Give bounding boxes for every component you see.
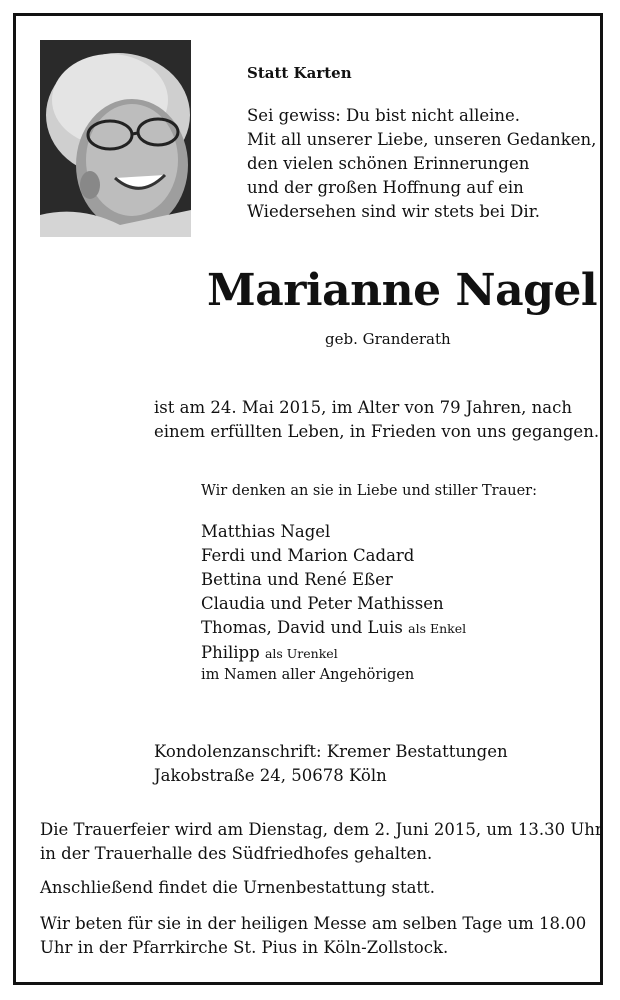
mourners-intro: Wir denken an sie in Liebe und stiller Trauer: — [201, 483, 537, 499]
birth-name: geb. Granderath — [325, 330, 451, 348]
poem — [247, 104, 596, 224]
mourner-entry — [201, 520, 466, 544]
mourner-name: Matthias Nagel — [201, 522, 331, 541]
portrait-photo — [40, 40, 191, 237]
poem-line: Sei gewiss: Du bist nicht alleine. — [247, 106, 521, 125]
death-notice-line: ist am 24. Mai 2015, im Alter von 79 Jahren, nach — [154, 398, 573, 417]
poem-line: und der großen Hoffnung auf ein — [247, 178, 524, 197]
mourners-closing: im Namen aller Angehörigen — [201, 667, 415, 683]
mourner-entry — [201, 544, 466, 568]
mass-note — [40, 912, 586, 960]
mourners-list — [201, 520, 466, 666]
mass-line: Wir beten für sie in der heiligen Messe am selben Tage um 18.00 — [40, 914, 587, 933]
header-label: Statt Karten — [247, 64, 352, 82]
mourner-entry — [201, 568, 466, 592]
death-notice-line: einem erfüllten Leben, in Frieden von uns gegangen. — [154, 422, 600, 441]
poem-line: Mit all unserer Liebe, unseren Gedanken, — [247, 130, 597, 149]
poem-line: Wiedersehen sind wir stets bei Dir. — [247, 202, 541, 221]
mourner-role: als Urenkel — [264, 646, 338, 661]
poem-line: den vielen schönen Erinnerungen — [247, 154, 530, 173]
funeral-service-line: Die Trauerfeier wird am Dienstag, dem 2. Juni 2015, um 13.30 Uhr — [40, 820, 603, 839]
mourner-name: Thomas, David und Luis — [201, 618, 403, 637]
mourner-name: Bettina und René Eßer — [201, 570, 393, 589]
portrait-image — [40, 40, 191, 237]
condolence-address — [154, 740, 508, 788]
deceased-name: Marianne Nagel — [207, 265, 598, 316]
mourner-entry — [201, 592, 466, 616]
mourner-name: Claudia und Peter Mathissen — [201, 594, 444, 613]
funeral-service — [40, 818, 603, 866]
mourner-role: als Enkel — [408, 621, 467, 636]
mourner-entry — [201, 641, 466, 666]
condolence-line: Jakobstraße 24, 50678 Köln — [154, 766, 387, 785]
mass-line: Uhr in der Pfarrkirche St. Pius in Köln-Zollstock. — [40, 938, 449, 957]
condolence-line: Kondolenzanschrift: Kremer Bestattungen — [154, 742, 508, 761]
mourner-entry — [201, 616, 466, 641]
funeral-service-line: in der Trauerhalle des Südfriedhofes gehalten. — [40, 844, 433, 863]
mourner-name: Philipp — [201, 643, 260, 662]
burial-note: Anschließend findet die Urnenbestattung statt. — [40, 878, 435, 897]
death-notice — [154, 396, 599, 444]
mourner-name: Ferdi und Marion Cadard — [201, 546, 415, 565]
